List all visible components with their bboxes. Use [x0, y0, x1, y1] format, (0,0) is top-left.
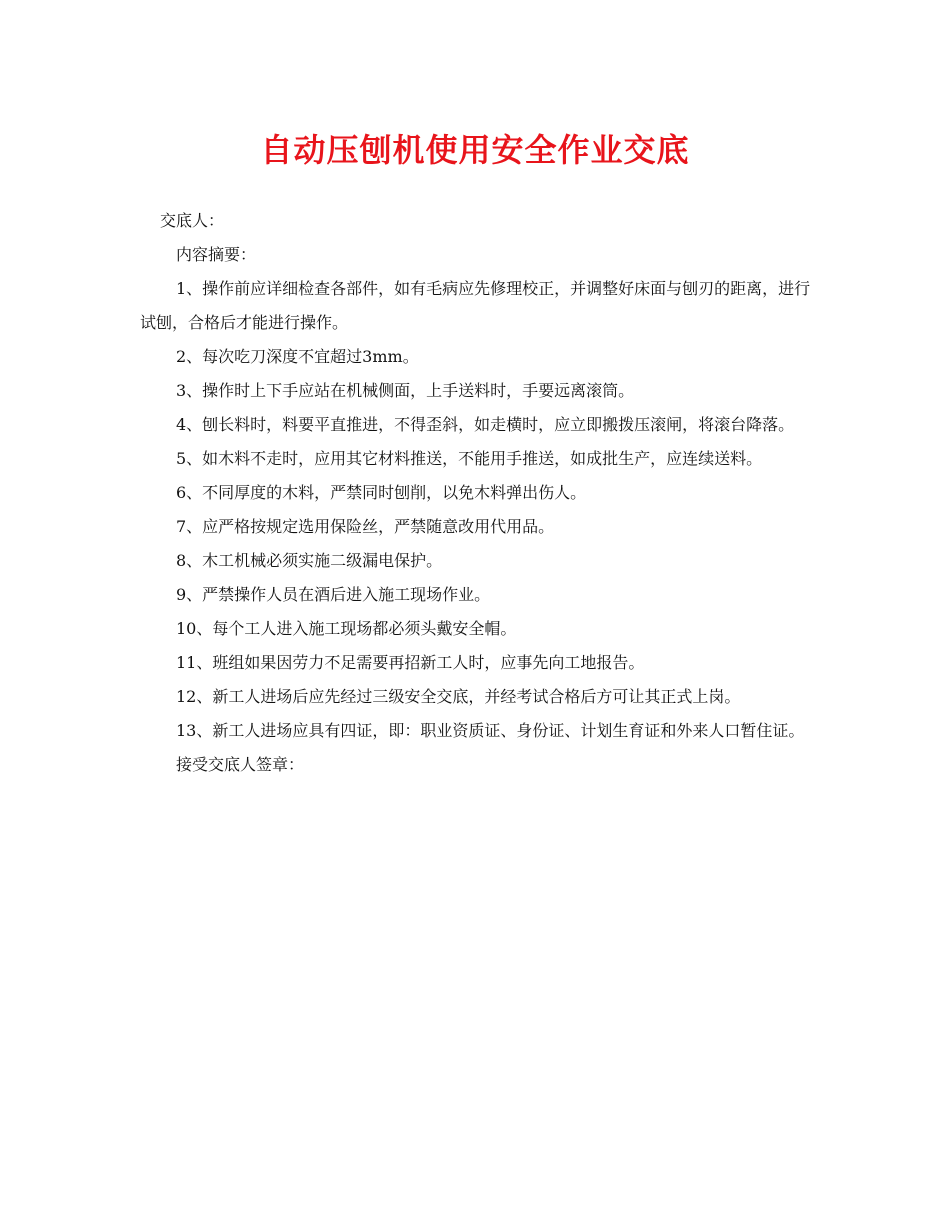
- signature-label: 接受交底人签章：: [176, 755, 305, 774]
- summary-label: 内容摘要：: [176, 245, 257, 264]
- item-8: 8、木工机械必须实施二级漏电保护。: [176, 551, 443, 570]
- document-body: [140, 204, 812, 782]
- document-title: 自动压刨机使用安全作业交底: [260, 131, 690, 169]
- item-2: 2、每次吃刀深度不宜超过3mm。: [176, 347, 419, 366]
- item-12: 12、新工人进场后应先经过三级安全交底，并经考试合格后方可让其正式上岗。: [176, 687, 741, 706]
- item-5: 5、如木料不走时，应用其它材料推送，不能用手推送，如成批生产，应连续送料。: [176, 449, 763, 468]
- item-4: 4、刨长料时，料要平直推进，不得歪斜，如走横时，应立即搬拨压滚闸，将滚台降落。: [176, 415, 795, 434]
- item-11: 11、班组如果因劳力不足需要再招新工人时，应事先向工地报告。: [176, 653, 645, 672]
- item-10: 10、每个工人进入施工现场都必须头戴安全帽。: [176, 619, 517, 638]
- item-6: 6、不同厚度的木料，严禁同时刨削，以免木料弹出伤人。: [176, 483, 587, 502]
- item-7: 7、应严格按规定选用保险丝，严禁随意改用代用品。: [176, 517, 555, 536]
- item-3: 3、操作时上下手应站在机械侧面，上手送料时，手要远离滚筒。: [176, 381, 635, 400]
- item-13: 13、新工人进场应具有四证，即：职业资质证、身份证、计划生育证和外来人口暂住证。: [176, 721, 805, 740]
- item-1: 1、操作前应详细检查各部件，如有毛病应先修理校正，并调整好床面与刨刃的距离，进行试刨，合格后才能进行操作。: [140, 279, 811, 332]
- item-9: 9、严禁操作人员在酒后进入施工现场作业。: [176, 585, 491, 604]
- handover-person-label: 交底人：: [160, 211, 225, 230]
